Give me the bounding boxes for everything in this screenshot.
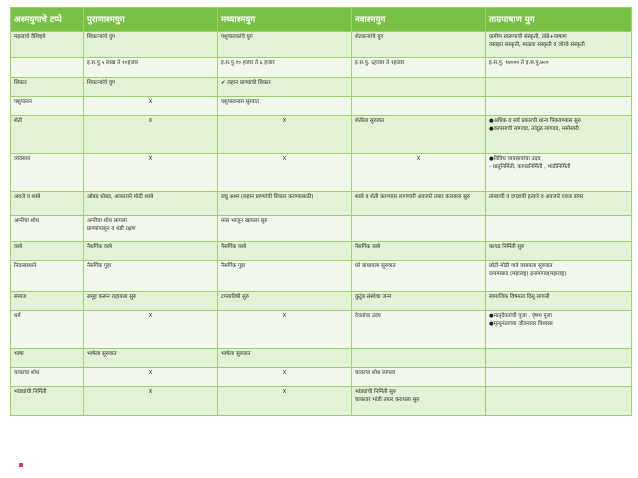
row-label-cell: चाकाचा शोध — [11, 368, 84, 387]
table-cell: इ.स.पु.५ लाख ते १०हजार — [84, 58, 218, 78]
header-mesolithic: मध्याश्मयुग — [218, 8, 352, 32]
table-cell — [486, 387, 632, 416]
table-row — [11, 261, 632, 292]
table-row — [11, 97, 632, 116]
table-cell: X — [352, 154, 486, 192]
table-cell: पशुपालकांचे युग — [218, 32, 352, 58]
row-label-cell: वस्त्रे — [11, 242, 84, 261]
row-label-cell: महत्वाचे वैशिष्ट्ये — [11, 32, 84, 58]
table-cell: शेतकऱ्यांचे युग — [352, 32, 486, 58]
row-label-cell: पशुपालन — [11, 97, 84, 116]
table-cell: X — [218, 368, 352, 387]
table-cell: X — [84, 97, 218, 116]
table-row — [11, 78, 632, 97]
table-cell: X — [218, 154, 352, 192]
table-cell: नैसर्गिक गुहा — [218, 261, 352, 292]
table-cell — [486, 368, 632, 387]
slide-marker — [19, 463, 23, 467]
table-row — [11, 387, 632, 416]
table-cell — [486, 97, 632, 116]
table-row — [11, 216, 632, 242]
row-label-cell: भांड्यांची निर्मिती — [11, 387, 84, 416]
table-cell — [352, 216, 486, 242]
table-cell — [352, 78, 486, 97]
table-row — [11, 349, 632, 368]
table-cell — [352, 349, 486, 368]
table-cell: मांस भाजून खायला सुरु — [218, 216, 352, 242]
table-cell — [352, 97, 486, 116]
table-cell: ओबड धोबड, आकाराने मोठी शस्त्रे — [84, 192, 218, 216]
table-cell: सामाजिक विषमता दिसू लागली — [486, 292, 632, 311]
table-cell: लघु अश्म (लहान प्राण्यांची शिकार करण्यासाठी) — [218, 192, 352, 216]
table-cell: नैसर्गिक वस्त्रे — [352, 242, 486, 261]
table-cell: शिकाऱ्यांचे युग — [84, 32, 218, 58]
table-cell: टप्प्याविषी सुरु — [218, 292, 352, 311]
table-cell: भांड्यांची निर्मिती सुरु चाकावर भांडी तयार करायला सुरु — [352, 387, 486, 416]
table-cell: X — [218, 387, 352, 416]
table-cell: कापड निर्मिती सुरु — [486, 242, 632, 261]
table-cell: ✔ लहान प्राण्यांची शिकार — [218, 78, 352, 97]
table-cell: अग्नीचा शोध लागला प्राण्यांपासून व थंडी रक्षण — [84, 216, 218, 242]
stone-age-comparison-table — [10, 7, 632, 416]
header-paleolithic: पुराणाश्मयुग — [84, 8, 218, 32]
table-cell — [486, 78, 632, 97]
table-cell: शस्त्रे व शेती करण्यास लागणारी अवजारे तयार करायला सुरु — [352, 192, 486, 216]
table-cell: घरे बांधायला सुरुवात — [352, 261, 486, 292]
row-label-cell: समाज — [11, 292, 84, 311]
table-cell: ●मातृदेवतांची पूजा , वृषभ पूजा ●मृत्यूनंतरच्या जीवनावर विश्वास — [486, 311, 632, 349]
row-label-cell: अग्नीचा शोध — [11, 216, 84, 242]
table-row — [11, 292, 632, 311]
row-label-cell: शिकार — [11, 78, 84, 97]
table-cell: इ.स.पु. १४००० ते इ.स.पु.७०० — [486, 58, 632, 78]
table-cell: भाषेला सुरुवात — [84, 349, 218, 368]
table-body — [11, 32, 632, 416]
table-cell: छोटी-मोठी गावे वसायला सुरुवात दायमाबाद (महाराष्ट्र) इनामगाव(महाराष्ट्र) — [486, 261, 632, 292]
table-row — [11, 242, 632, 261]
row-label-cell — [11, 58, 84, 78]
table-cell: नैसर्गिक वस्त्रे — [84, 242, 218, 261]
row-label-cell: अवजे व शस्त्रे — [11, 192, 84, 216]
table-row — [11, 32, 632, 58]
table-cell: X — [218, 311, 352, 349]
table-cell: X — [218, 116, 352, 154]
table-row — [11, 311, 632, 349]
row-label-cell: व्यवसाय — [11, 154, 84, 192]
header-stages: अश्मयुगाचे टप्पे — [11, 8, 84, 32]
table-cell — [486, 216, 632, 242]
table-cell: शिकाऱ्यांचे युग — [84, 78, 218, 97]
table-cell — [486, 349, 632, 368]
table-cell: X — [84, 116, 218, 154]
header-row — [11, 8, 632, 32]
table-cell: इ.स.पु.१० हजार ते ६ हजार — [218, 58, 352, 78]
table-cell: नैसर्गिक गुहा — [84, 261, 218, 292]
table-cell: पशुपालनास सुरवात — [218, 97, 352, 116]
header-neolithic: नवाश्मयुग — [352, 8, 486, 32]
table-cell: नैसर्गिक वस्त्रे — [218, 242, 352, 261]
header-chalcolithic: ताम्रपाषाण युग — [486, 8, 632, 32]
table-row — [11, 58, 632, 78]
table-cell: ●अधिक व सर्व प्रकारची धान्य पिकवण्यास सुरु ●कापसाची लागवड, तांदूळ लागवड, मसोसारी — [486, 116, 632, 154]
row-label-cell: धर्म — [11, 311, 84, 349]
table-row — [11, 192, 632, 216]
table-cell: भाषेला सुरुवात — [218, 349, 352, 368]
row-label-cell: भाषा — [11, 349, 84, 368]
table-cell: तांब्याची व दगडाची हत्यारे व अवजारे एकत्र वापर — [486, 192, 632, 216]
table-row — [11, 154, 632, 192]
table-cell: X — [84, 387, 218, 416]
table-cell: इ.स.पु. ६हजार ते १हजार — [352, 58, 486, 78]
table-cell: देवतांचा उदय — [352, 311, 486, 349]
table-cell: शेतीला सुरुवात — [352, 116, 486, 154]
table-cell: ●विविध व्यवसायांचा उदय - धातूनिर्मिती, कापडनिर्मिती , भांडीनिर्मिती — [486, 154, 632, 192]
table-cell: X — [84, 368, 218, 387]
row-label-cell: निवासस्थाने — [11, 261, 84, 292]
row-label-cell: शेती — [11, 116, 84, 154]
table-cell: X — [84, 311, 218, 349]
table-cell: X — [84, 154, 218, 192]
table-cell: कुटुंब संस्थेचा जन्म — [352, 292, 486, 311]
table-cell: चाकाचा शोध लागला — [352, 368, 486, 387]
table-cell: ग्रामीण स्वरूपाची संस्कृती, तांबे+पाषाण वसाहत संस्कृती, माळवा संस्कृती व जोरवे संस्कृती — [486, 32, 632, 58]
table-row — [11, 116, 632, 154]
table-row — [11, 368, 632, 387]
table-cell: समूह करून राहायला सुरु — [84, 292, 218, 311]
